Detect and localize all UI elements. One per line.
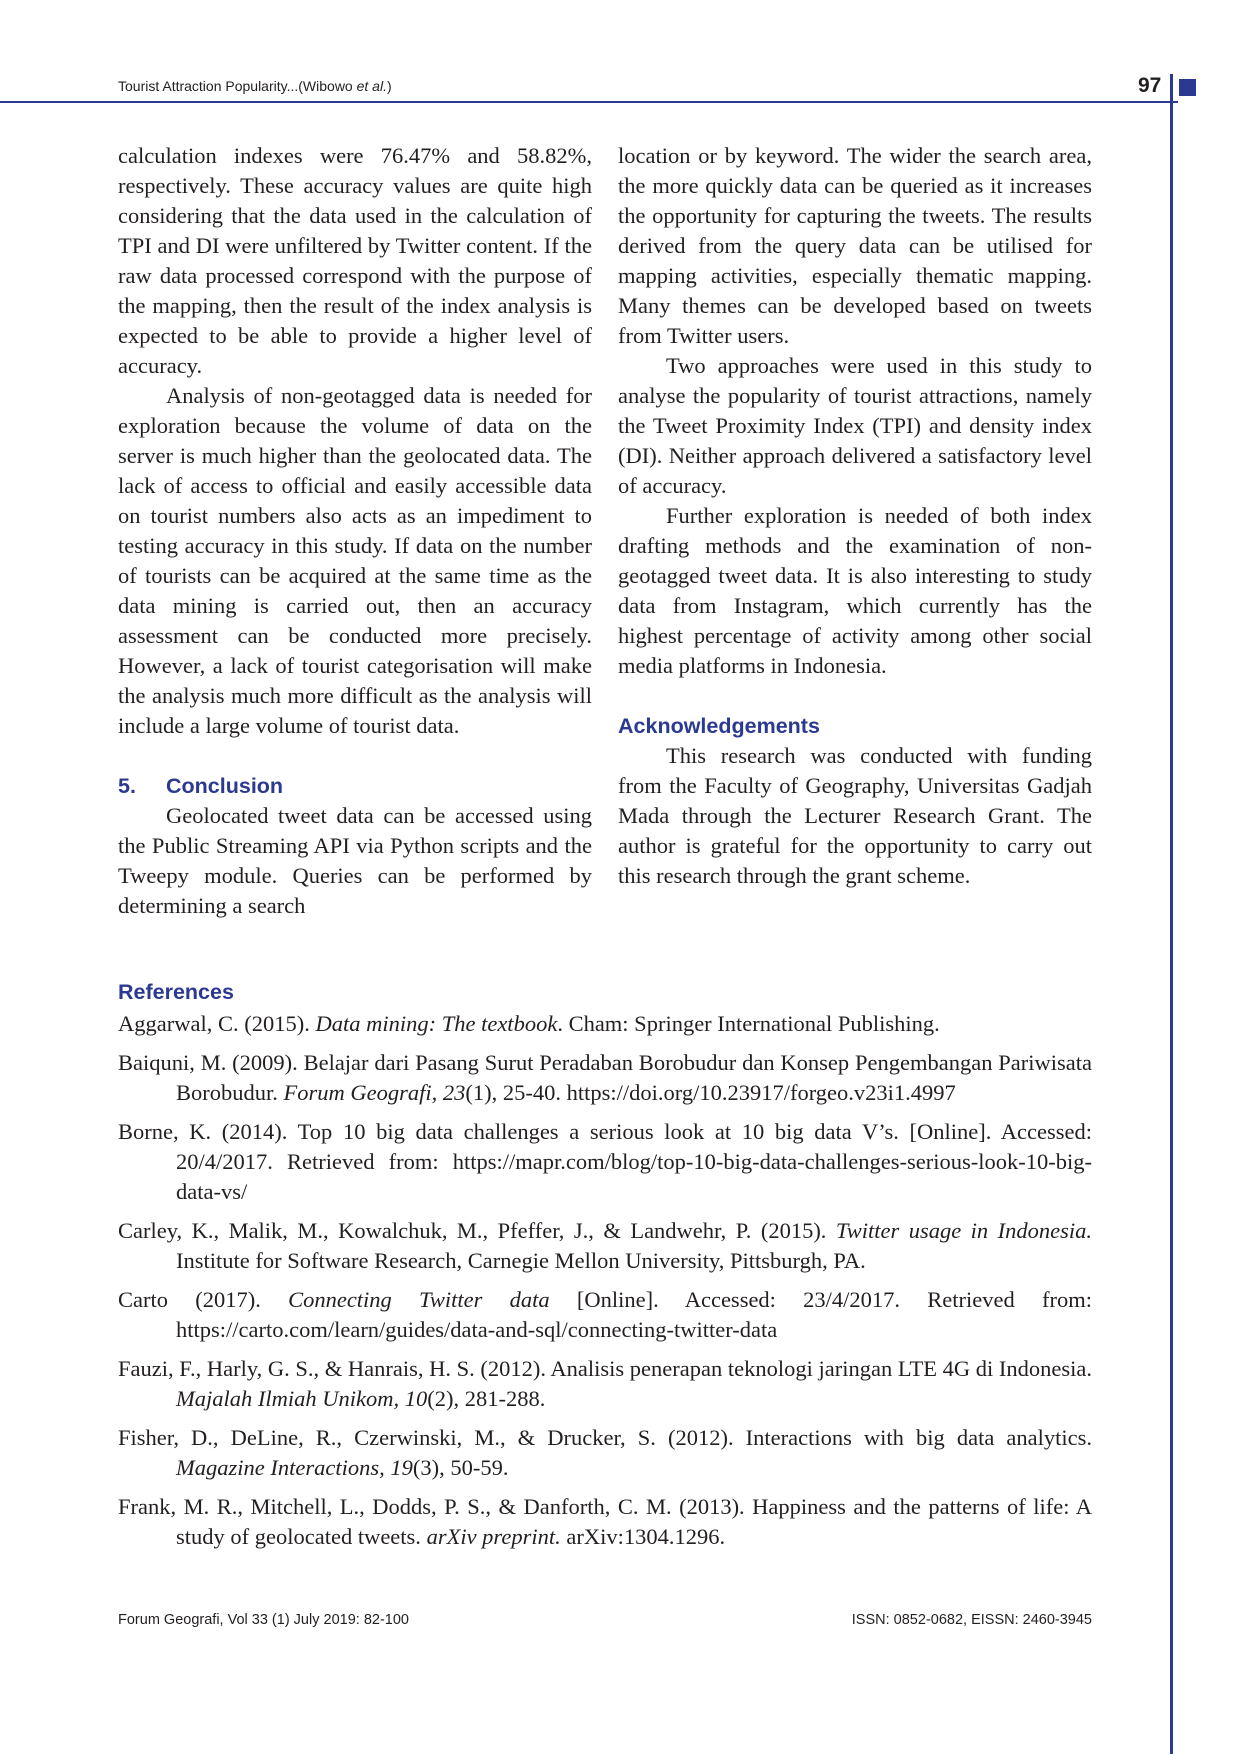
reference-text: (3), 50-59. — [412, 1455, 509, 1480]
reference-text: [Online]. Accessed: 23/4/2017. Retrieved from: https://carto.com/learn/guides/data-and-sql/connecting-twitter-data — [176, 1287, 1092, 1342]
running-header — [118, 78, 392, 94]
conclusion-heading — [118, 771, 592, 801]
right-paragraph-3: Further exploration is needed of both index drafting methods and the examination of non-geotagged tweet data. It is also interesting to study data from Instagram, which currently has the highest percentage of activity among other social media platforms in Indonesia. — [618, 503, 1092, 678]
references-section — [118, 977, 1092, 1561]
spacer — [618, 681, 1092, 711]
reference-text: Baiquni, M. (2009). Belajar dari Pasang Surut Peradaban Borobudur dan Konsep Pengembangan Pariwisata Borobudur. — [118, 1050, 1092, 1105]
left-paragraph-3: Geolocated tweet data can be accessed using the Public Streaming API via Python scripts and the Tweepy module. Queries can be performed by determining a search — [118, 803, 592, 918]
reference-item — [118, 1423, 1092, 1483]
left-column — [118, 141, 592, 921]
running-title: Tourist Attraction Popularity...(Wibowo — [118, 78, 357, 94]
conclusion-title: Conclusion — [166, 774, 284, 798]
spacer — [118, 741, 592, 771]
right-margin-bar — [1170, 74, 1173, 1754]
reference-text: Carley, K., Malik, M., Kowalchuk, M., Pfeffer, J., & Landwehr, P. (2015). — [118, 1218, 836, 1243]
page-number: 97 — [1138, 74, 1162, 97]
reference-text: . Cham: Springer International Publishing. — [557, 1011, 940, 1036]
reference-text: Frank, M. R., Mitchell, L., Dodds, P. S., & Danforth, C. M. (2013). Happiness and the patterns of life: A study of geolocated tweets. — [118, 1494, 1092, 1549]
reference-text: Fauzi, F., Harly, G. S., & Hanrais, H. S. (2012). Analisis penerapan teknologi jaringan LTE 4G di Indonesia. — [118, 1356, 1092, 1381]
reference-text: Fisher, D., DeLine, R., Czerwinski, M., & Drucker, S. (2012). Interactions with big data analytics. — [118, 1425, 1092, 1450]
reference-italic: Twitter usage in Indonesia. — [835, 1218, 1092, 1243]
reference-text: (2), 281-288. — [427, 1386, 546, 1411]
acknowledgements-text: This research was conducted with funding from the Faculty of Geography, Universitas Gadjah Mada through the Lecturer Research Grant. The author is grateful for the opportunity to carry out this research through the grant scheme. — [618, 743, 1092, 888]
reference-text: (1), 25-40. https://doi.org/10.23917/forgeo.v23i1.4997 — [465, 1080, 956, 1105]
reference-item — [118, 1117, 1092, 1207]
reference-text: Borne, K. (2014). Top 10 big data challenges a serious look at 10 big data V’s. [Online]. Accessed: 20/4/2017. Retrieved from: https://mapr.com/blog/top-10-big-data-challenges-serious-look-10-big-data-vs/ — [118, 1119, 1092, 1204]
reference-italic: Majalah Ilmiah Unikom, 10 — [176, 1386, 428, 1411]
reference-italic: Connecting Twitter data — [288, 1287, 550, 1312]
reference-text: Carto (2017). — [118, 1287, 289, 1312]
conclusion-number: 5. — [118, 774, 136, 798]
reference-item — [118, 1048, 1092, 1108]
acknowledgements-heading: Acknowledgements — [618, 714, 820, 738]
reference-text: Aggarwal, C. (2015). — [118, 1011, 316, 1036]
running-title-close: ) — [386, 78, 392, 94]
right-paragraph-1: location or by keyword. The wider the search area, the more quickly data can be queried as it increases the opportunity for capturing the tweets. The results derived from the query data can be utilised for mapping activities, especially thematic mapping. Many themes can be developed based on tweets from Twitter users. — [618, 143, 1092, 348]
reference-italic: arXiv preprint. — [426, 1524, 561, 1549]
right-paragraph-2: Two approaches were used in this study to analyse the popularity of tourist attractions, namely the Tweet Proximity Index (TPI) and density index (DI). Neither approach delivered a satisfactory level of accuracy. — [618, 353, 1092, 498]
reference-italic: Magazine Interactions, 19 — [176, 1455, 413, 1480]
references-heading: References — [118, 980, 234, 1004]
header-rule — [0, 101, 1178, 103]
reference-italic: Data mining: The textbook — [315, 1011, 558, 1036]
left-paragraph-2: Analysis of non-geotagged data is needed for exploration because the volume of data on the server is much higher than the geolocated data. The lack of access to official and easily accessible data on tourist numbers also acts as an impediment to testing accuracy in this study. If data on the number of tourists can be acquired at the same time as the data mining is carried out, then an accuracy assessment can be conducted more precisely. However, a lack of tourist categorisation will make the analysis much more difficult as the analysis will include a large volume of tourist data. — [118, 383, 592, 738]
reference-item — [118, 1354, 1092, 1414]
reference-item — [118, 1216, 1092, 1276]
footer-issn: ISSN: 0852-0682, EISSN: 2460-3945 — [851, 1612, 1092, 1628]
left-paragraph-1: calculation indexes were 76.47% and 58.82%, respectively. These accuracy values are quite high considering that the data used in the calculation of TPI and DI were unfiltered by Twitter content. If the raw data processed correspond with the purpose of the mapping, then the result of the index analysis is expected to be able to provide a higher level of accuracy. — [118, 143, 592, 378]
reference-italic: Forum Geografi, 23 — [283, 1080, 466, 1105]
footer-journal: Forum Geografi, Vol 33 (1) July 2019: 82-100 — [118, 1612, 409, 1628]
reference-item — [118, 1492, 1092, 1552]
reference-item — [118, 1009, 1092, 1039]
page-marker-square — [1179, 79, 1196, 96]
reference-item — [118, 1285, 1092, 1345]
running-title-etal: et al. — [356, 78, 387, 94]
reference-text: arXiv:1304.1296. — [560, 1524, 726, 1549]
right-column — [618, 141, 1092, 891]
references-list — [118, 1009, 1092, 1552]
reference-text: Institute for Software Research, Carnegie Mellon University, Pittsburgh, PA. — [176, 1248, 866, 1273]
